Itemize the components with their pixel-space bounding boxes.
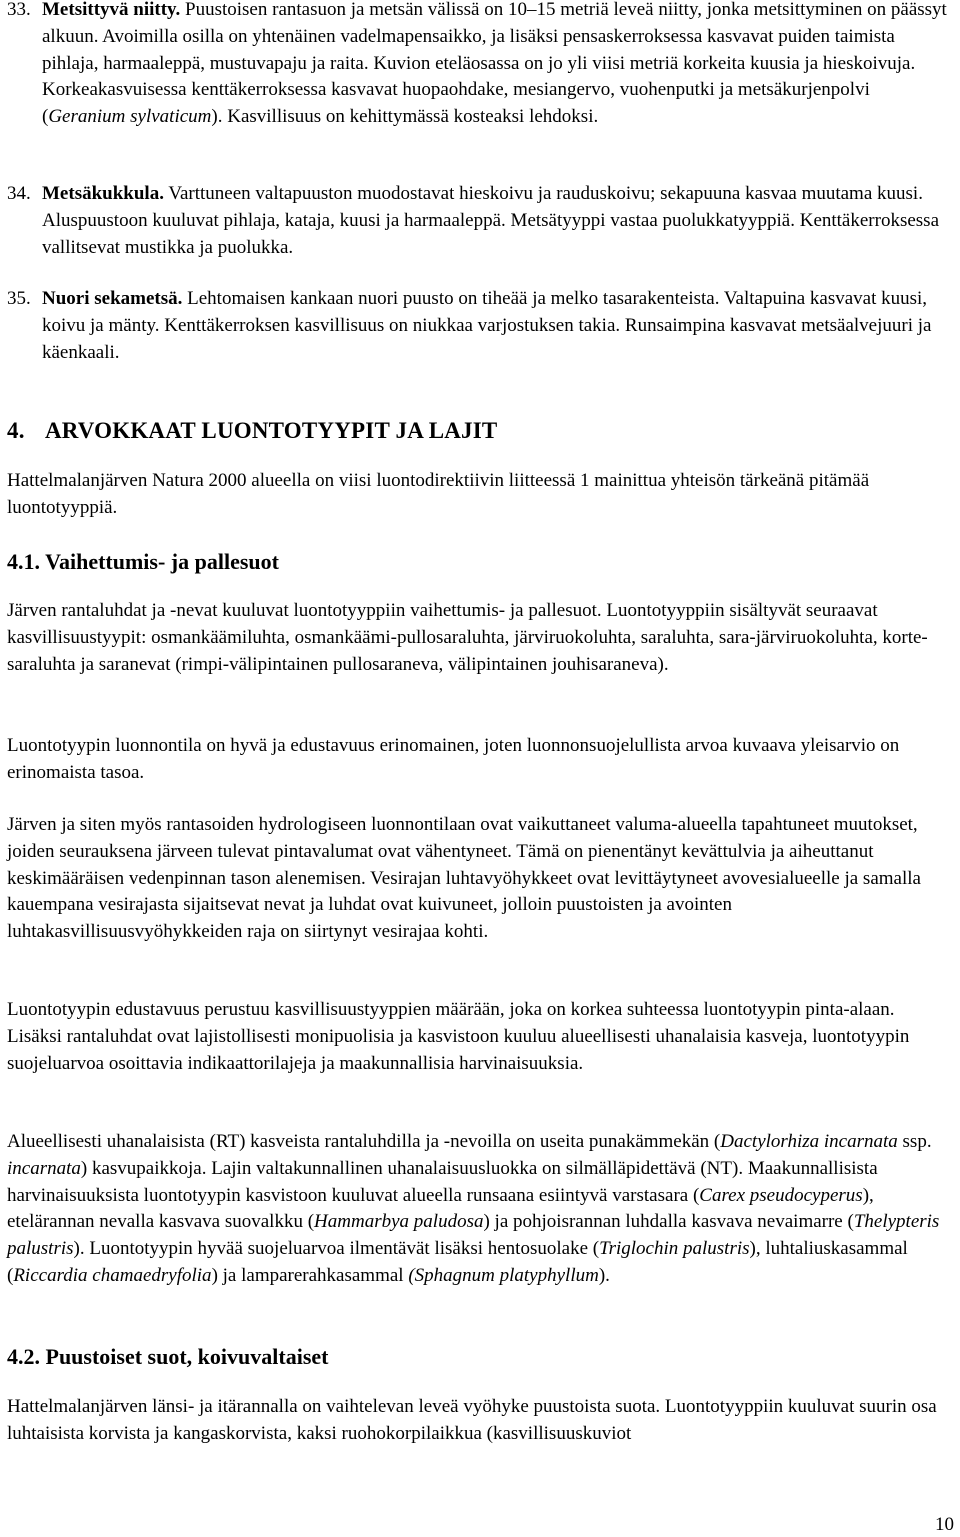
species-name: incarnata xyxy=(7,1157,81,1179)
list-item-33 xyxy=(7,0,952,131)
section-number: 4. xyxy=(7,418,25,443)
list-item-34 xyxy=(7,181,952,261)
item-paragraph xyxy=(42,286,952,366)
item-paragraph xyxy=(42,181,952,261)
species-name: Hammarbya paludosa xyxy=(314,1211,484,1233)
item-text: Puustoisen rantasuon ja metsän välissä on 10–15 metriä leveä niitty, jonka metsittyminen on päässyt alkuun. Avoimilla osilla on yhtenäinen vadelmapensaikko, ja lisäksi pensaskerroksessa kasvavat puiden taimista pihlaja, harmaaleppä, mustuvapaju ja raita. Kuvion eteläosassa on jo yli viisi metriä korkeita kuusia ja hieskoivuja. Korkeakasvuisessa kenttäkerroksessa kasvavat huopaohdake, mesiangervo, vuohenputki ja metsäkurjenpolvi ( xyxy=(42,0,947,128)
item-text: Varttuneen valtapuuston muodostavat hieskoivu ja rauduskoivu; sekapuuna kasvaa muutama kuusi. Aluspuustoon kuuluvat pihlaja, kataja, kuusi ja harmaaleppä. Metsätyyppi vastaa puolukkatyyppiä. Kenttäkerroksessa vallitsevat mustikka ja puolukka. xyxy=(42,183,939,258)
paragraph-4-1-5: Alueellisesti uhanalaisista (RT) kasveista rantaluhdilla ja -nevoilla on useita punakämmekän (Dactylorhiza incarnata ssp. incarnata) kasvupaikkoja. Lajin valtakunnallinen uhanalaisuusluokka on silmälläpidettävä (NT). Maakunnallisista harvinaisuuksista luontotyypin kasvistoon kuuluvat alueella runsaana esiintyvä varstasara (Carex pseudocyperus), etelärannan nevalla kasvava suovalkku (Hammarbya paludosa) ja pohjoisrannan luhdalla kasvava nevaimarre (Thelypteris palustris). Luontotyypin hyvää suojeluarvoa ilmentävät lisäksi hentosuolake (Triglochin palustris), luhtaliuskasammal (Riccardia chamaedryfolia) ja lamparerahkasammal (Sphagnum platyphyllum). xyxy=(7,1131,940,1286)
list-item-35 xyxy=(7,286,952,366)
item-text-end: ). Kasvillisuus on kehittymässä kosteaksi lehdoksi. xyxy=(211,106,599,128)
species-name: Dactylorhiza incarnata xyxy=(720,1131,898,1152)
species-name: Carex pseudocyperus xyxy=(699,1184,863,1206)
page-number: 10 xyxy=(935,1514,954,1535)
species-name: Riccardia chamaedryfolia xyxy=(13,1264,212,1286)
species-name: (Sphagnum platyphyllum xyxy=(408,1264,599,1286)
species-name: Triglochin palustris xyxy=(599,1238,750,1260)
item-title: Metsittyvä niitty. xyxy=(42,0,181,20)
item-title: Metsäkukkula. xyxy=(42,183,164,204)
species-name: Thelypteris palustris xyxy=(7,1211,940,1260)
section-title: ARVOKKAAT LUONTOTYYPIT JA LAJIT xyxy=(45,418,498,443)
item-paragraph xyxy=(42,0,952,131)
section-heading-4 xyxy=(7,417,497,445)
paragraph-4-1-1: Järven rantaluhdat ja -nevat kuuluvat luontotyyppiin vaihettumis- ja pallesuot. Luontotyyppiin sisältyvät seuraavat kasvillisuustyypit: osmankäämiluhta, osmankäämi-pullosaraluhta, järviruokoluhta, saraluhta, sara-järviruokoluhta, korte-saraluhta ja saranevat (rimpi-välipintainen pullosaraneva, välipintainen jouhisaraneva). xyxy=(7,600,928,675)
paragraph-4-1-3: Järven ja siten myös rantasoiden hydrologiseen luonnontilaan ovat vaikuttaneet valuma-alueella tapahtuneet muutokset, joiden seurauksena järveen tulevat pintavalumat ovat vähentyneet. Tämä on pienentänyt kevättulvia ja aiheuttanut keskimääräisen vedenpinnan tason alenemisen. Vesirajan luhtavyöhykkeet ovat levittäytyneet avovesialueelle ja samalla kauempana vesirajasta sijaitsevat nevat ja luhdat ovat kuivuneet, jolloin puustoisten ja avointen luhtakasvillisuusvyöhykkeiden raja on siirtynyt vesirajaa kohti. xyxy=(7,814,921,943)
item-number: 35. xyxy=(7,288,31,309)
item-title: Nuori sekametsä. xyxy=(42,288,183,309)
subsection-heading-4-1: 4.1. Vaihettumis- ja pallesuot xyxy=(7,549,279,574)
paragraph-4-1-4: Luontotyypin edustavuus perustuu kasvillisuustyyppien määrään, joka on korkea suhteessa luontotyypin pinta-alaan. Lisäksi rantaluhdat ovat lajistollisesti monipuolisia ja kasvistoon kuuluu alueellisesti uhanalaisia kasveja, luontotyypin suojeluarvoa osoittavia indikaattorilajeja ja maakunnallisia harvinaisuuksia. xyxy=(7,999,910,1074)
paragraph-4-2-1: Hattelmalanjärven länsi- ja itärannalla on vaihtelevan leveä vyöhyke puustoista suota. Luontotyyppiin kuuluvat suurin osa luhtaisista korvista ja kangaskorvista, kaksi ruohokorpilaikkua (kasvillisuuskuviot xyxy=(7,1396,937,1444)
section-4-intro: Hattelmalanjärven Natura 2000 alueella on viisi luontodirektiivin liitteessä 1 mainittua yhteisön tärkeänä pitämää luontotyyppiä. xyxy=(7,470,870,518)
item-number: 33. xyxy=(7,0,31,20)
species-name: Geranium sylvaticum xyxy=(48,106,212,128)
item-text: Lehtomaisen kankaan nuori puusto on tiheää ja melko tasarakenteista. Valtapuina kasvavat kuusi, koivu ja mänty. Kenttäkerroksen kasvillisuus on niukkaa varjostuksen takia. Runsaimpina kasvavat metsäalvejuuri ja käenkaali. xyxy=(42,288,932,363)
paragraph-4-1-2: Luontotyypin luonnontila on hyvä ja edustavuus erinomainen, joten luonnonsuojelullista arvoa kuvaava yleisarvio on erinomaista tasoa. xyxy=(7,735,900,783)
subsection-heading-4-2: 4.2. Puustoiset suot, koivuvaltaiset xyxy=(7,1344,329,1369)
item-number: 34. xyxy=(7,183,31,204)
